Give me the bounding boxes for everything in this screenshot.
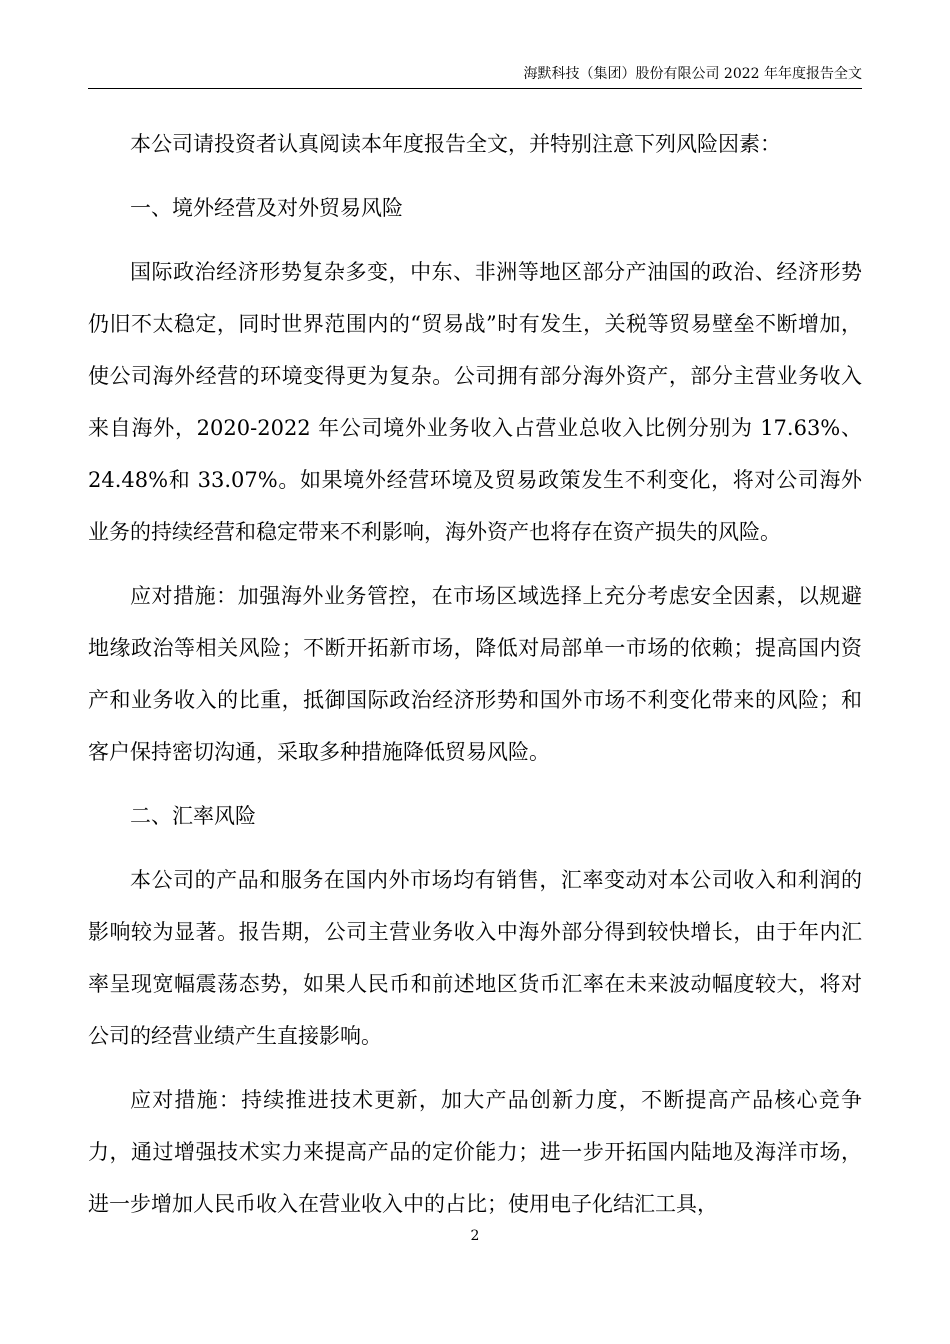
report-header [88, 64, 862, 89]
header-title: 海默科技（集团）股份有限公司 2022 年年度报告全文 [523, 66, 862, 82]
document-body [88, 118, 862, 1242]
intro-paragraph: 本公司请投资者认真阅读本年度报告全文，并特别注意下列风险因素： [130, 132, 781, 156]
section-heading-exchange-rate-risk: 二、汇率风险 [130, 804, 256, 828]
exchange-rate-risk-paragraph: 本公司的产品和服务在国内外市场均有销售，汇率变动对本公司收入和利润的影响较为显著。报告期，公司主营业务收入中海外部分得到较快增长，由于年内汇率呈现宽幅震荡态势，如果人民币和前述地区货币汇率在未来波动幅度较大，将对公司的经营业绩产生直接影响。 [88, 868, 862, 1048]
exchange-rate-measures-paragraph: 应对措施：持续推进技术更新，加大产品创新力度，不断提高产品核心竞争力，通过增强技术实力来提高产品的定价能力；进一步开拓国内陆地及海洋市场，进一步增加人民币收入在营业收入中的占比；使用电子化结汇工具， [88, 1088, 862, 1216]
overseas-risk-paragraph: 国际政治经济形势复杂多变，中东、非洲等地区部分产油国的政治、经济形势仍旧不太稳定，同时世界范围内的“贸易战”时有发生，关税等贸易壁垒不断增加，使公司海外经营的环境变得更为复杂。公司拥有部分海外资产，部分主营业务收入来自海外，2020-2022 年公司境外业务收入占营业总收入比例分别为 17.63%、24.48%和 33.07%。如果境外经营环境及贸易政策发生不利变化，将对公司海外业务的持续经营和稳定带来不利影响，海外资产也将存在资产损失的风险。 [88, 260, 862, 544]
overseas-measures-paragraph: 应对措施：加强海外业务管控，在市场区域选择上充分考虑安全因素，以规避地缘政治等相关风险；不断开拓新市场，降低对局部单一市场的依赖；提高国内资产和业务收入的比重，抵御国际政治经济形势和国外市场不利变化带来的风险；和客户保持密切沟通，采取多种措施降低贸易风险。 [88, 584, 862, 764]
page-number: 2 [470, 1228, 480, 1244]
section-heading-overseas-risk: 一、境外经营及对外贸易风险 [130, 196, 403, 220]
